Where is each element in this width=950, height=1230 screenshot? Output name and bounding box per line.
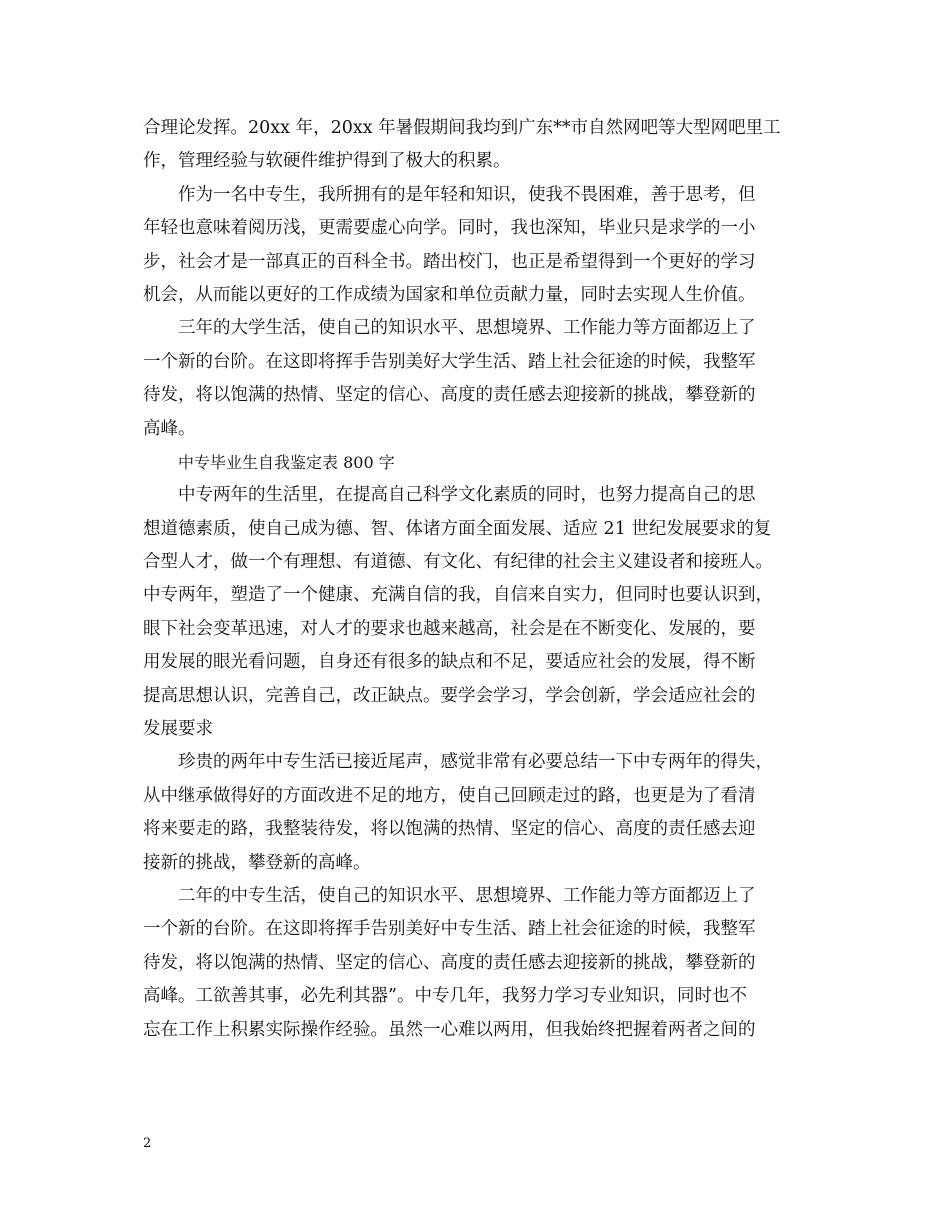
- text-line: 高峰。工欲善其事，必先利其器”。中专几年，我努力学习专业知识，同时也不: [143, 986, 747, 1007]
- paragraph-start-line: 珍贵的两年中专生活已接近尾声，感觉非常有必要总结一下中专两年的得失，: [178, 752, 773, 773]
- paragraph-start-line: 三年的大学生活，使自己的知识水平、思想境界、工作能力等方面都迈上了: [178, 318, 756, 339]
- text-line: 一个新的台阶。在这即将挥手告别美好大学生活、踏上社会征途的时候，我整军: [143, 351, 756, 372]
- text-line: 待发，将以饱满的热情、坚定的信心、高度的责任感去迎接新的挑战，攀登新的: [143, 952, 756, 973]
- text-line: 一个新的台阶。在这即将挥手告别美好中专生活、踏上社会征途的时候，我整军: [143, 919, 756, 940]
- paragraph-start-line: 中专两年的生活里，在提高自己科学文化素质的同时，也努力提高自己的思: [178, 485, 756, 506]
- text-line: 合型人才，做一个有理想、有道德、有文化、有纪律的社会主义建设者和接班人。: [143, 552, 773, 573]
- document-body: [143, 112, 813, 1047]
- section-title: 中专毕业生自我鉴定表 800 字: [178, 452, 395, 472]
- text-line: 想道德素质，使自己成为德、智、体诸方面全面发展、适应 21 世纪发展要求的复: [143, 518, 772, 539]
- text-line: 合理论发挥。20xx 年，20xx 年暑假期间我均到广东**市自然网吧等大型网吧里工: [143, 118, 781, 138]
- text-line: 眼下社会变革迅速，对人才的要求也越来越高，社会是在不断变化、发展的，要: [143, 618, 756, 639]
- paragraph-start-line: 二年的中专生活，使自己的知识水平、思想境界、工作能力等方面都迈上了: [178, 885, 756, 906]
- text-line: 中专两年，塑造了一个健康、充满自信的我，自信来自实力，但同时也要认识到，: [143, 585, 773, 606]
- paragraph-start-line: 作为一名中专生，我所拥有的是年轻和知识，使我不畏困难，善于思考，但: [178, 184, 756, 205]
- text-line: 发展要求: [143, 719, 213, 740]
- text-line: 忘在工作上积累实际操作经验。虽然一心难以两用，但我始终把握着两者之间的: [143, 1019, 756, 1040]
- text-line: 将来要走的路，我整装待发，将以饱满的热情、坚定的信心、高度的责任感去迎: [143, 819, 756, 840]
- text-line: 步，社会才是一部真正的百科全书。踏出校门，也正是希望得到一个更好的学习: [143, 251, 756, 272]
- text-line: 提高思想认识，完善自己，改正缺点。要学会学习，学会创新，学会适应社会的: [143, 685, 756, 706]
- page-number: 2: [143, 1136, 152, 1151]
- text-line: 从中继承做得好的方面改进不足的地方，使自己回顾走过的路，也更是为了看清: [143, 785, 756, 806]
- text-line: 待发，将以饱满的热情、坚定的信心、高度的责任感去迎接新的挑战，攀登新的: [143, 385, 756, 406]
- text-line: 用发展的眼光看问题，自身还有很多的缺点和不足，要适应社会的发展，得不断: [143, 652, 756, 673]
- text-line: 机会，从而能以更好的工作成绩为国家和单位贡献力量，同时去实现人生价值。: [143, 284, 756, 305]
- text-line: 年轻也意味着阅历浅，更需要虚心向学。同时，我也深知，毕业只是求学的一小: [143, 218, 756, 239]
- text-line: 高峰。: [143, 418, 196, 439]
- text-line: 接新的挑战，攀登新的高峰。: [143, 852, 371, 873]
- text-line: 作，管理经验与软硬件维护得到了极大的积累。: [143, 151, 511, 172]
